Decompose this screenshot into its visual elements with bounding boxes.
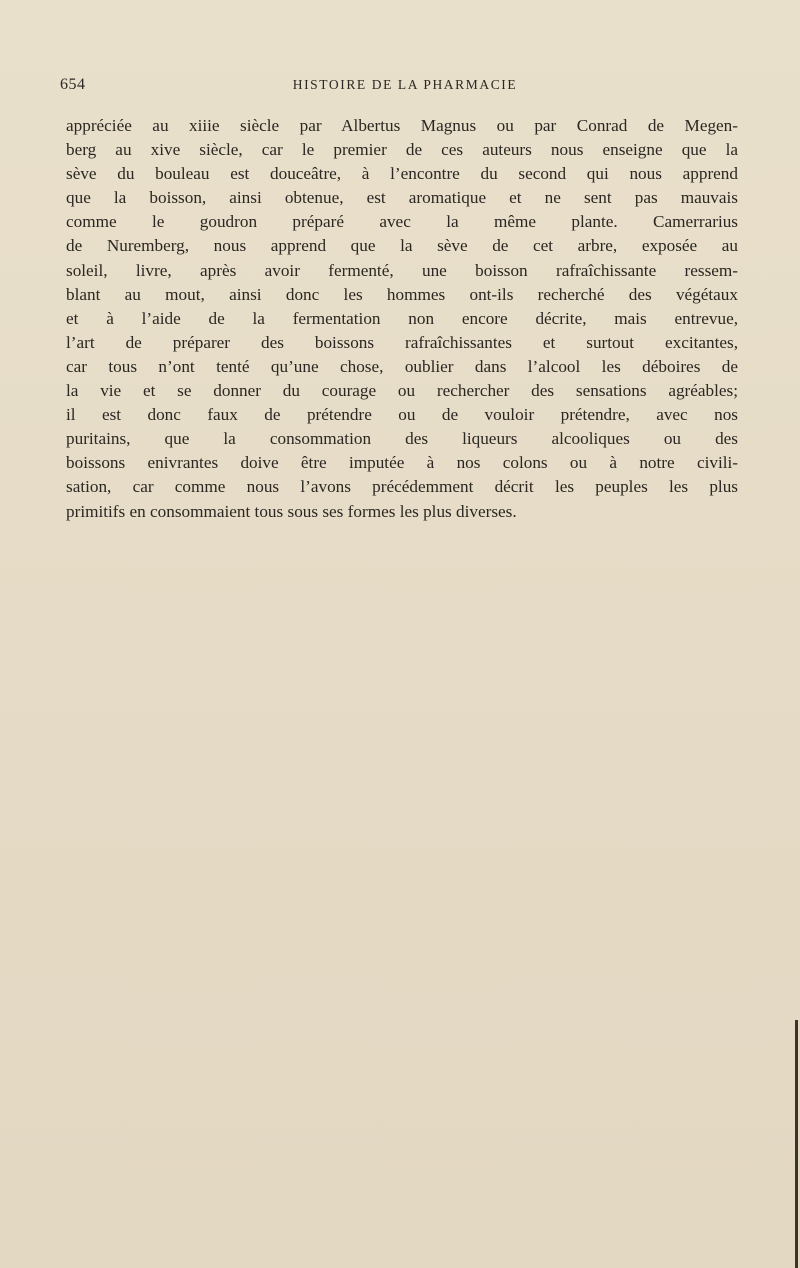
text-line: blant au mout, ainsi donc les hommes ont-ils recherché des végétaux bbox=[66, 284, 738, 304]
text-line: boissons enivrantes doive être imputée à nos colons ou à notre civili- bbox=[66, 453, 738, 473]
page-number: 654 bbox=[60, 76, 86, 93]
text-line: l’art de préparer des boissons rafraîchissantes et surtout excitantes, bbox=[66, 332, 738, 352]
text-line: sation, car comme nous l’avons précédemment décrit les peuples les plus bbox=[66, 477, 738, 497]
body-paragraph bbox=[66, 114, 738, 524]
text-line: et à l’aide de la fermentation non encore décrite, mais entrevue, bbox=[66, 308, 738, 328]
text-line: la vie et se donner du courage ou rechercher des sensations agréables; bbox=[66, 381, 738, 401]
text-line: de Nuremberg, nous apprend que la sève de cet arbre, exposée au bbox=[66, 236, 738, 256]
text-line: puritains, que la consommation des liqueurs alcooliques ou des bbox=[66, 429, 738, 449]
text-line: car tous n’ont tenté qu’une chose, oublier dans l’alcool les déboires de bbox=[66, 356, 738, 376]
running-title: HISTOIRE DE LA PHARMACIE bbox=[292, 77, 518, 92]
text-line: que la boisson, ainsi obtenue, est aromatique et ne sent pas mauvais bbox=[66, 188, 738, 208]
text-line: soleil, livre, après avoir fermenté, une boisson rafraîchissante ressem- bbox=[66, 260, 738, 280]
text-line: appréciée au xiiie siècle par Albertus Magnus ou par Conrad de Megen- bbox=[66, 116, 738, 135]
text-line: comme le goudron préparé avec la même plante. Camerrarius bbox=[66, 212, 738, 232]
page-header bbox=[60, 76, 750, 96]
page-edge-shadow bbox=[795, 1020, 798, 1268]
text-line: berg au xive siècle, car le premier de ces auteurs nous enseigne que la bbox=[66, 140, 738, 160]
text-line: il est donc faux de prétendre ou de vouloir prétendre, avec nos bbox=[66, 405, 738, 425]
text-line: sève du bouleau est douceâtre, à l’encontre du second qui nous apprend bbox=[66, 164, 738, 184]
text-line: primitifs en consommaient tous sous ses formes les plus diverses. bbox=[66, 501, 517, 521]
